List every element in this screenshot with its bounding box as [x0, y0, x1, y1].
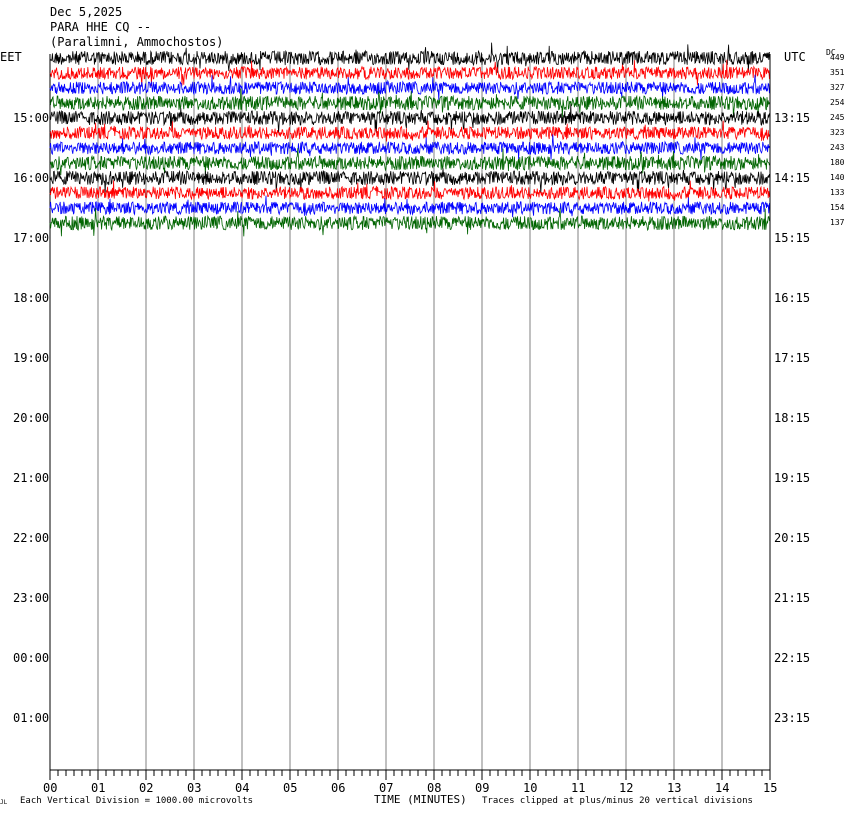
right-time-label-4: 17:15	[774, 351, 811, 365]
right-timezone-label: UTC	[784, 50, 806, 64]
x-tick-label-1: 01	[91, 781, 106, 795]
left-time-label-2: 17:00	[13, 231, 50, 245]
clip-note: Traces clipped at plus/minus 20 vertical divisions	[482, 796, 753, 806]
dc-value-4: 245	[830, 113, 845, 122]
x-tick-label-3: 03	[187, 781, 202, 795]
trace-line-9	[50, 180, 769, 201]
x-tick-label-0: 00	[43, 781, 58, 795]
left-time-label-9: 00:00	[13, 651, 50, 665]
left-time-label-1: 16:00	[13, 171, 50, 185]
station-location: (Paralimni, Ammochostos)	[50, 35, 224, 49]
x-tick-label-13: 13	[667, 781, 682, 795]
x-tick-label-2: 02	[139, 781, 154, 795]
left-time-label-3: 18:00	[13, 291, 50, 305]
x-tick-label-6: 06	[331, 781, 346, 795]
dc-value-7: 180	[830, 158, 845, 167]
left-timezone-label: EET	[0, 50, 22, 64]
left-time-label-0: 15:00	[13, 111, 50, 125]
right-time-label-1: 14:15	[774, 171, 811, 185]
left-time-label-7: 22:00	[13, 531, 50, 545]
right-time-label-6: 19:15	[774, 471, 811, 485]
plot-date: Dec 5,2025	[50, 5, 123, 19]
dc-value-3: 254	[830, 98, 845, 107]
right-time-label-3: 16:15	[774, 291, 811, 305]
dc-value-6: 243	[830, 143, 845, 152]
x-tick-label-5: 05	[283, 781, 298, 795]
left-time-label-10: 01:00	[13, 711, 50, 725]
x-axis-title: TIME (MINUTES)	[374, 793, 467, 806]
right-time-label-10: 23:15	[774, 711, 811, 725]
left-time-label-5: 20:00	[13, 411, 50, 425]
x-tick-label-10: 10	[523, 781, 538, 795]
seismic-traces	[50, 43, 769, 237]
dc-value-11: 137	[830, 218, 845, 227]
dc-value-10: 154	[830, 203, 845, 212]
left-time-label-8: 23:00	[13, 591, 50, 605]
right-time-label-8: 21:15	[774, 591, 811, 605]
x-axis	[50, 770, 770, 780]
trace-line-6	[50, 134, 769, 160]
x-tick-label-14: 14	[715, 781, 730, 795]
dc-label: DC	[826, 48, 836, 57]
x-tick-label-9: 09	[475, 781, 490, 795]
x-tick-label-4: 04	[235, 781, 250, 795]
x-tick-label-7: 07	[379, 781, 394, 795]
right-time-label-5: 18:15	[774, 411, 811, 425]
dc-value-2: 327	[830, 83, 845, 92]
dc-value-1: 351	[830, 68, 845, 77]
dc-value-9: 133	[830, 188, 845, 197]
x-tick-label-8: 08	[427, 781, 442, 795]
right-time-label-9: 22:15	[774, 651, 811, 665]
right-time-label-7: 20:15	[774, 531, 811, 545]
trace-line-10	[50, 196, 769, 218]
x-tick-label-11: 11	[571, 781, 586, 795]
dc-value-5: 323	[830, 128, 845, 137]
left-time-label-4: 19:00	[13, 351, 50, 365]
dc-value-8: 140	[830, 173, 845, 182]
right-time-label-2: 15:15	[774, 231, 811, 245]
scale-note: Each Vertical Division = 1000.00 microvolts	[20, 796, 253, 806]
corner-mark: JL	[0, 799, 8, 806]
left-time-label-6: 21:00	[13, 471, 50, 485]
x-tick-label-12: 12	[619, 781, 634, 795]
right-time-label-0: 13:15	[774, 111, 811, 125]
dc-value-0: 449	[830, 53, 845, 62]
station-code: PARA HHE CQ --	[50, 20, 152, 34]
x-tick-label-15: 15	[763, 781, 778, 795]
